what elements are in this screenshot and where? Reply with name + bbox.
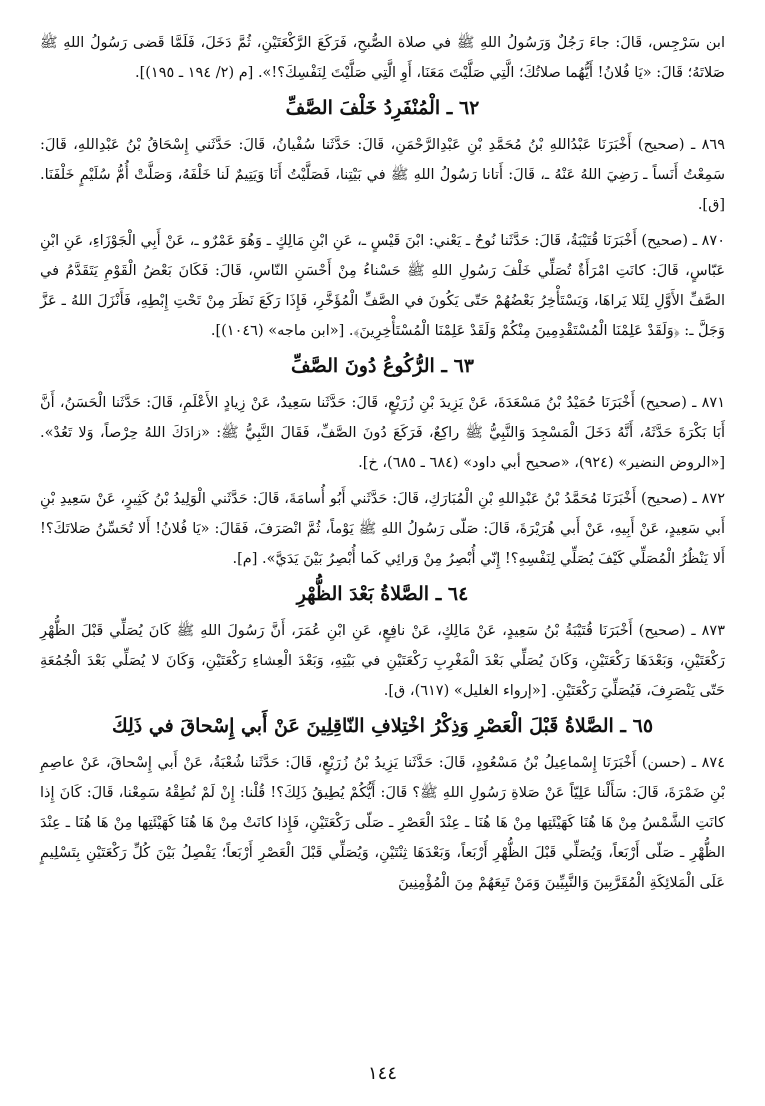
- paragraph-continuation: ابن سَرْجِس، قَالَ: جاءَ رَجُلٌ وَرَسُولُ اللهِ ﷺ في صلاة الصُّبحِ، فَرَكَعَ الرَّكْعَتَيْنِ، ثُمَّ دَخَلَ، فَلَمَّا قَضى رَسُولُ اللهِ ﷺ صَلاتَهُ؛ قَالَ: «يَا فُلانُ! أَيُّهُما صلاتُكَ؛ الَّتِي صَلَّيْتَ مَعَنَا، أَوِ الَّتِي صَلَّيْتَ لِنَفْسِكَ؟!». [م (٢/ ١٩٤ ـ ١٩٥)].: [40, 35, 725, 81]
- hadith-873: ٨٧٣ ـ (صحيح) أَخْبَرَنَا قُتَيْبَةُ بْنُ سَعِيدٍ، عَنْ مَالِكٍ، عَنْ نافِعٍ، عَنِ ابْنِ عُمَرَ، أَنَّ رَسُولَ اللهِ ﷺ كَانَ يُصَلِّي قَبْلَ الظُّهْرِ رَكْعَتَيْنِ، وَبَعْدَهَا رَكْعَتَيْنِ، وَكَانَ يُصَلِّي بَعْدَ الْمَغْرِبِ رَكْعَتَيْنِ في بَيْتِهِ، وَبَعْدَ الْعِشاءِ رَكْعَتَيْنِ، وَكَانَ لا يُصَلِّي بَعْدَ الْجُمُعَةِ حَتّى يَنْصَرِفَ، فَيُصَلِّيَ رَكْعَتَيْنِ. [«إرواء الغليل» (٦١٧)، ق].: [40, 623, 726, 699]
- chapter-heading-65: ٦٥ ـ الصَّلاةُ قَبْلَ الْعَصْرِ وَذِكْرُ اخْتِلافِ النّاقِلِينَ عَنْ أَبي إِسْحاقَ في ذَلِكَ: [111, 715, 654, 737]
- page-body: [40, 28, 725, 1086]
- hadith-872: ٨٧٢ ـ (صحيح) أَخْبَرَنَا مُحَمَّدُ بْنُ عَبْدِاللهِ بْنِ الْمُبَارَكِ، قَالَ: حَدَّثَني أَبُو أُسامَةَ، قَالَ: حَدَّثَني الْوَلِيدُ بْنُ كَثِيرٍ، عَنْ سَعِيدِ بْنِ أَبي سَعِيدٍ، عَنْ أَبِيهِ، عَنْ أَبي هُرَيْرَةَ، قَالَ: صَلّى رَسُولُ اللهِ ﷺ يَوْماً، ثُمَّ انْصَرَفَ، فَقَالَ: «يَا فُلانُ! أَلا تُحَسِّنُ صَلاتَكَ؟! أَلا يَنْظُرُ الْمُصَلِّي كَيْفَ يُصَلِّي لِنَفْسِهِ؟! إِنّي أُبْصِرُ مِنْ وَرائِي كَما أُبْصِرُ بَيْنَ يَدَيَّ». [م].: [40, 491, 725, 567]
- page-number: ١٤٤: [367, 1063, 397, 1084]
- chapter-heading-63: ٦٣ ـ الرُّكُوعُ دُونَ الصَّفِّ: [291, 355, 474, 377]
- hadith-870: ٨٧٠ ـ (صحيح) أَخْبَرَنَا قُتَيْبَةُ، قَالَ: حَدَّثَنا نُوحٌ ـ يَعْني: ابْنَ قَيْسٍ ـ، عَنِ ابْنِ مَالِكٍ ـ وَهُوَ عَمْرٌو ـ، عَنْ أَبِي الْجَوْزَاءِ، عَنِ ابْنِ عَبّاسٍ، قَالَ: كانَتِ امْرَأَةٌ تُصَلِّي خَلْفَ رَسُولِ اللهِ ﷺ حَسْناءُ مِنْ أَحْسَنِ النّاسِ، قَالَ: فَكَانَ بَعْضُ الْقَوْمِ يَتَقَدَّمُ في الصَّفِّ الأَوَّلِ لِئَلا يَراهَا، وَيَسْتَأْخِرُ بَعْضُهُمْ حَتّى يَكُونَ في الصَّفِّ الْمُؤَخَّرِ، فَإِذَا رَكَعَ نَظَرَ مِنْ تَحْتِ إِبْطِهِ، فَأَنْزَلَ اللهُ ـ عَزَّ وَجَلَّ ـ: ﴿وَلَقَدْ عَلِمْنَا الْمُسْتَقْدِمِينَ مِنْكُمْ وَلَقَدْ عَلِمْنَا الْمُسْتَأْخِرِينَ﴾. [«ابن ماجه» (١٠٤٦)].: [40, 233, 725, 339]
- hadith-871: ٨٧١ ـ (صحيح) أَخْبَرَنَا حُمَيْدُ بْنُ مَسْعَدَةَ، عَنْ يَزِيدَ بْنِ زُرَيْعٍ، قَالَ: حَدَّثَنا سَعِيدٌ، عَنْ زِيادٍ الأَعْلَمِ، قَالَ: حَدَّثَنا الْحَسَنُ، أَنَّ أَبَا بَكْرَةَ حَدَّثَهُ، أَنَّهُ دَخَلَ الْمَسْجِدَ وَالنَّبِيُّ ﷺ راكِعٌ، فَرَكَعَ دُونَ الصَّفِّ، فَقَالَ النَّبِيُّ ﷺ: «زادَكَ اللهُ حِرْصاً، وَلا تَعُدْ». [«الروض النضير» (٩٢٤)، «صحيح أبي داود» (٦٨٤ ـ ٦٨٥)، خ].: [40, 395, 725, 471]
- hadith-869: ٨٦٩ ـ (صحيح) أَخْبَرَنَا عَبْدُاللهِ بْنُ مُحَمَّدِ بْنِ عَبْدِالرَّحْمَنِ، قَالَ: حَدَّثَنا سُفْيانُ، قَالَ: حَدَّثَني إِسْحَاقُ بْنُ عَبْدِاللهِ، قَالَ: سَمِعْتُ أَنَساً ـ رَضِيَ اللهُ عَنْهُ ـ، قَالَ: أَتانا رَسُولُ اللهِ ﷺ في بَيْتِنا، فَصَلَّيْتُ أَنَا وَيَتِيمٌ لَنا خَلْفَهُ، وَصَلَّتْ أُمُّ سُلَيْمٍ خَلْفَنَا. [ق].: [40, 137, 725, 213]
- chapter-heading-62: ٦٢ ـ الْمُنْفَرِدُ خَلْفَ الصَّفِّ: [285, 97, 480, 119]
- chapter-heading-64: ٦٤ ـ الصَّلاةُ بَعْدَ الظُّهْرِ: [296, 583, 469, 605]
- hadith-874: ٨٧٤ ـ (حسن) أَخْبَرَنَا إِسْماعِيلُ بْنُ مَسْعُودٍ، قَالَ: حَدَّثَنا يَزِيدُ بْنُ زُرَيْعٍ، قَالَ: حَدَّثَنا شُعْبَةُ، عَنْ أَبي إِسْحاقَ، عَنْ عاصِمِ بْنِ ضَمْرَةَ، قَالَ: سَأَلْنا عَلِيّاً عَنْ صَلاةِ رَسُولِ اللهِ ﷺ؟ قَالَ: أَيُّكُمْ يُطِيقُ ذَلِكَ؟! قُلْنا: إِنْ لَمْ نُطِقْهُ سَمِعْنا، قَالَ: كَانَ إِذا كانَتِ الشَّمْسُ مِنْ هَا هُنَا كَهَيْئَتِها مِنْ هَا هُنَا ـ عِنْدَ الْعَصْرِ ـ صَلّى رَكْعَتَيْنِ، فَإِذا كانَتْ مِنْ هَا هُنَا كَهَيْئَتِها مِنْ هَا هُنَا ـ عِنْدَ الظُّهْرِ ـ صَلّى أَرْبَعاً، وَيُصَلِّي قَبْلَ الظُّهْرِ أَرْبَعاً، وَبَعْدَهَا ثِنْتَيْنِ، وَيُصَلِّي قَبْلَ الْعَصْرِ أَرْبَعاً؛ يَفْصِلُ بَيْنَ كُلِّ رَكْعَتَيْنِ بِتَسْلِيمٍ عَلَى الْمَلائِكَةِ الْمُقَرَّبِينَ وَالنَّبِيِّينَ وَمَنْ تَبِعَهُمْ مِنَ الْمُؤْمِنِينَ: [40, 755, 725, 891]
